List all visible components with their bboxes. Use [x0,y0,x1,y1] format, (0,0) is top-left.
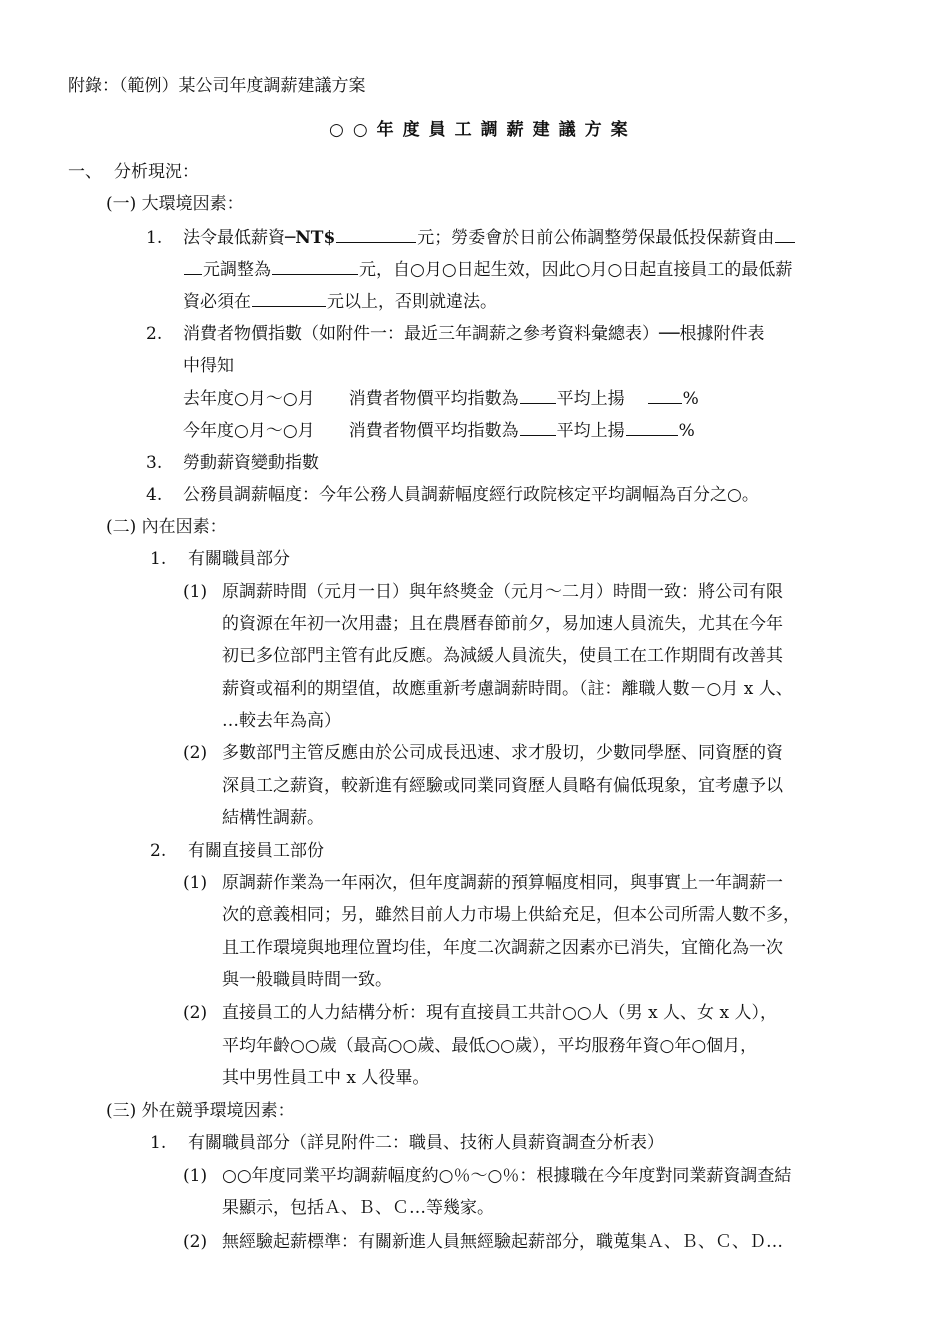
cpi-row-this-year [183,419,695,443]
para-b2-2-line: 平均年齡○○歲（最高○○歲、最低○○歲），平均服務年資○年○個月， [222,1036,758,1056]
percent-sign: % [678,421,695,441]
para-b2-1-line: 與一般職員時間一致。 [222,970,392,990]
blank-cpi-this-year [520,419,556,436]
currency-label: NT$ [295,228,336,248]
para-b1-2-line: 結構性調薪。 [222,808,324,828]
para-b2-1-line: 且工作環境與地理位置均佳，年度二次調薪之因素亦已消失，宜簡化為一次 [222,938,783,958]
para-b1-1-line: 原調薪時間（元月一日）與年終獎金（元月～二月）時間一致：將公司有限 [222,582,783,602]
item-a3-text: 勞動薪資變動指數 [183,453,319,473]
dash-symbol: ─ [285,228,296,248]
item-a1-line-1 [183,226,796,250]
item-a2-line-2: 中得知 [183,356,234,376]
text-segment: 元調整為 [203,260,271,280]
para-b2-1-line: 原調薪作業為一年兩次，但年度調薪的預算幅度相同，與事實上一年調薪一 [222,873,783,893]
item-b2-number: 2. [150,841,167,861]
item-b2-label: 有關直接員工部份 [188,841,324,861]
section-1-label: 分析現況： [114,162,199,182]
item-a1-line-3 [183,290,497,314]
blank-cpi-last-year [520,387,556,404]
para-b1-1-number: (1) [183,582,208,602]
text-segment: 法令最低薪資 [183,228,285,248]
para-b1-2-line: 深員工之薪資，較新進有經驗或同業同資歷人員略有偏低現象，宜考慮予以 [222,776,783,796]
cpi-row-last-year [183,387,699,411]
appendix-heading: 附錄：（範例）某公司年度調薪建議方案 [68,76,366,96]
para-c1-2-number: (2) [183,1232,208,1252]
para-c1-1-line: ○○年度同業平均調薪幅度約○％～○％：根據職在今年度對同業薪資調查結 [222,1166,792,1186]
para-b2-2-line: 直接員工的人力結構分析：現有直接員工共計○○人（男 x 人、女 x 人）， [222,1003,777,1023]
para-b1-1-line: …較去年為高） [222,711,341,731]
para-c1-1-line: 果顯示，包括Ａ、Ｂ、Ｃ…等幾家。 [222,1198,494,1218]
item-b1-label: 有關職員部分 [188,549,290,569]
para-b1-1-line: 薪資或福利的期望值，故應重新考慮調薪時間。（註：離職人數－○月 x 人、 [222,679,793,699]
subsection-b-label: (二) 內在因素： [106,517,227,537]
text-segment: 元以上，否則就違法。 [327,292,497,312]
para-b1-1-line: 初已多位部門主管有此反應。為減緩人員流失，使員工在工作期間有改善其 [222,646,783,666]
para-b2-1-line: 次的意義相同；另，雖然目前人力市場上供給充足，但本公司所需人數不多， [222,905,800,925]
item-a2-number: 2. [146,324,163,344]
blank-rise-last-year [648,387,682,404]
cpi-label: 消費者物價平均指數為 [348,421,519,441]
blank-rise-this-year [626,419,678,436]
period-label: 今年度○月～○月 [183,421,315,441]
period-label: 去年度○月～○月 [183,389,315,409]
item-a3-number: 3. [146,453,163,473]
percent-sign: % [682,389,699,409]
para-b2-1-number: (1) [183,873,208,893]
text-segment: 元；勞委會於日前公佈調整勞保最低投保薪資由 [417,228,775,248]
subsection-c-label: (三) 外在競爭環境因素： [106,1101,295,1121]
item-a1-number: 1. [146,228,163,248]
blank-from-amount-b [184,258,202,275]
item-c1-label: 有關職員部分（詳見附件二：職員、技術人員薪資調查分析表） [188,1133,664,1153]
subsection-a-label: (一) 大環境因素： [106,194,244,214]
item-a4-text: 公務員調薪幅度：今年公務人員調薪幅度經行政院核定平均調幅為百分之○。 [183,485,759,505]
para-b1-2-line: 多數部門主管反應由於公司成長迅速、求才殷切，少數同學歷、同資歷的資 [222,743,783,763]
para-b1-2-number: (2) [183,743,208,763]
para-b2-2-line: 其中男性員工中 x 人役畢。 [222,1068,430,1088]
item-a1-line-2 [183,258,792,282]
section-1-number: 一、 [68,162,102,182]
document-title: ○○年度員工調薪建議方案 [329,120,637,140]
text-segment: 資必須在 [183,292,251,312]
blank-min-wage [336,226,416,243]
blank-to-amount [272,258,358,275]
item-a2-line-1: 消費者物價指數（如附件一：最近三年調薪之參考資料彙總表）──根據附件表 [183,324,765,344]
rise-label: 平均上揚 [556,421,625,441]
para-c1-1-number: (1) [183,1166,208,1186]
para-b2-2-number: (2) [183,1003,208,1023]
item-a4-number: 4. [146,485,163,505]
item-c1-number: 1. [150,1133,167,1153]
blank-direct-min-wage [252,290,326,307]
cpi-label: 消費者物價平均指數為 [348,389,519,409]
blank-from-amount-a [775,226,795,243]
text-segment: 元，自○月○日起生效，因此○月○日起直接員工的最低薪 [359,260,793,280]
item-b1-number: 1. [150,549,167,569]
para-c1-2-line: 無經驗起薪標準：有關新進人員無經驗起薪部分，職蒐集Ａ、Ｂ、Ｃ、Ｄ… [222,1232,783,1252]
rise-label: 平均上揚 [556,389,625,409]
para-b1-1-line: 的資源在年初一次用盡；且在農曆春節前夕，易加速人員流失，尤其在今年 [222,614,783,634]
